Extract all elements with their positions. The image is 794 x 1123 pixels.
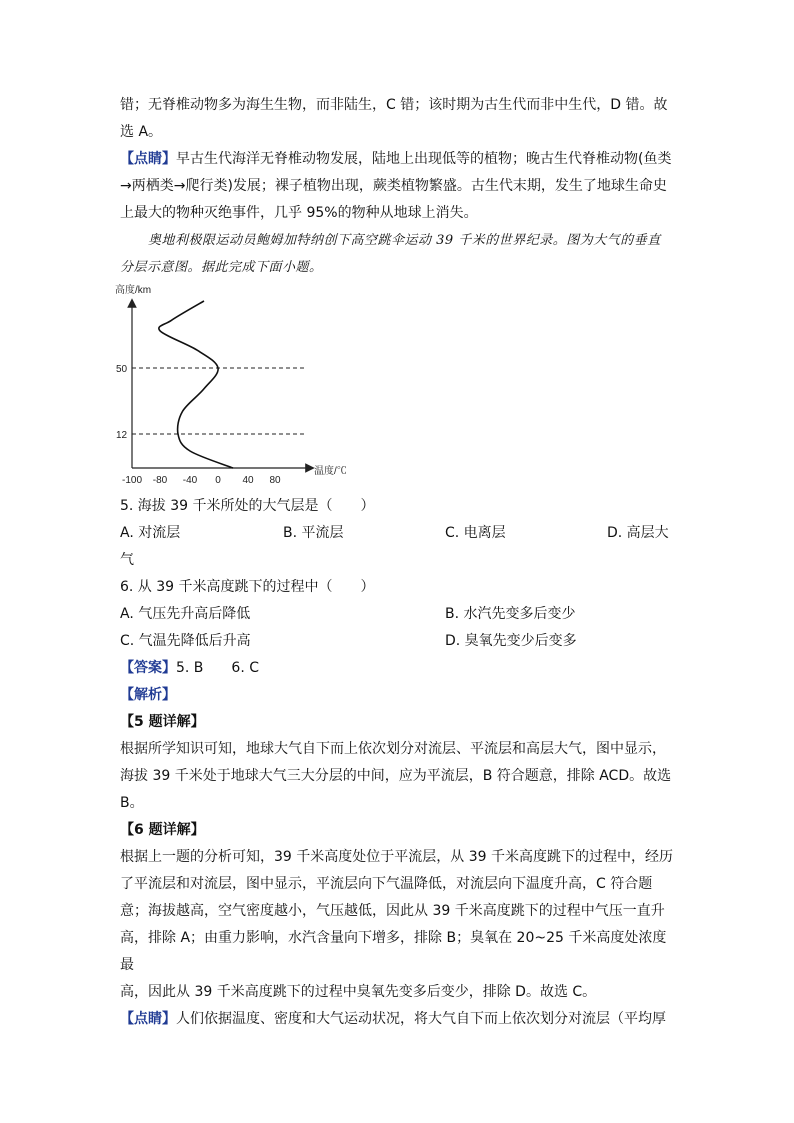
question-6-options-row1 bbox=[120, 601, 675, 628]
y-ticks bbox=[116, 364, 128, 441]
dianjing-text: 早古生代海洋无脊椎动物发展，陆地上出现低等的植物；晚古生代脊椎动物(鱼类 bbox=[176, 151, 672, 167]
document-page bbox=[115, 92, 675, 1033]
detail-5-line: 根据所学知识可知，地球大气自下而上依次划分对流层、平流层和高层大气，图中显示， bbox=[120, 741, 666, 757]
dianjing-text: 人们依据温度、密度和大气运动状况，将大气自下而上依次划分对流层（平均厚 bbox=[176, 1011, 666, 1027]
x-tick-label: -80 bbox=[152, 475, 168, 486]
dashed-levels bbox=[132, 368, 305, 434]
x-tick-label: -100 bbox=[121, 475, 143, 486]
detail-6-label: 【6 题详解】 bbox=[120, 822, 205, 838]
option-b: B. 平流层 bbox=[283, 525, 344, 541]
question-intro: 分层示意图。据此完成下面小题。 bbox=[120, 260, 323, 275]
option-c: C. 电离层 bbox=[445, 525, 506, 541]
x-ticks bbox=[122, 475, 281, 486]
option-a: A. 气压先升高后降低 bbox=[120, 606, 251, 622]
question-intro: 奥地利极限运动员鲍姆加特纳创下高空跳伞运动 39 千米的世界纪录。图为大气的垂直 bbox=[148, 233, 661, 248]
option-d-wrap: 气 bbox=[120, 552, 134, 568]
option-d: D. 臭氧先变少后变多 bbox=[445, 633, 577, 649]
x-tick-label: 40 bbox=[242, 475, 254, 486]
detail-5-line: B。 bbox=[120, 795, 144, 811]
prev-explanation-line: 选 A。 bbox=[120, 124, 163, 140]
option-a: A. 对流层 bbox=[120, 525, 181, 541]
dianjing-2 bbox=[120, 1006, 675, 1033]
detail-6-line: 了平流层和对流层，图中显示，平流层向下气温降低，对流层向下温度升高，C 符合题 bbox=[120, 876, 653, 892]
atmosphere-chart bbox=[115, 283, 375, 493]
y-tick-label: 50 bbox=[116, 364, 128, 375]
detail-6-line: 根据上一题的分析可知，39 千米高度处位于平流层，从 39 千米高度跳下的过程中，经历 bbox=[120, 849, 673, 865]
dianjing-label: 【点睛】 bbox=[120, 151, 176, 167]
x-axis-label: 温度/℃ bbox=[314, 466, 347, 477]
x-tick-label: 80 bbox=[269, 475, 281, 486]
detail-6-line: 高，排除 A；由重力影响，水汽含量向下增多，排除 B；臭氧在 20~25 千米高度处浓度最 bbox=[120, 930, 667, 973]
detail-5-label: 【5 题详解】 bbox=[120, 714, 205, 730]
detail-6-line: 意；海拔越高，空气密度越小，气压越低，因此从 39 千米高度跳下的过程中气压一直升 bbox=[120, 903, 665, 919]
option-c: C. 气温先降低后升高 bbox=[120, 633, 251, 649]
dianjing-text-line: 上最大的物种灭绝事件，几乎 95%的物种从地球上消失。 bbox=[120, 205, 478, 221]
option-b: B. 水汽先变多后变少 bbox=[445, 606, 576, 622]
temperature-curve bbox=[159, 301, 233, 468]
detail-5-line: 海拔 39 千米处于地球大气三大分层的中间，应为平流层，B 符合题意，排除 ACD。故选 bbox=[120, 768, 672, 784]
y-tick-label: 12 bbox=[116, 430, 128, 441]
prev-dianjing bbox=[120, 146, 675, 173]
answer-label: 【答案】 bbox=[120, 660, 176, 676]
question-6-stem: 6. 从 39 千米高度跳下的过程中（ ） bbox=[120, 579, 375, 595]
analysis-label: 【解析】 bbox=[120, 687, 176, 703]
question-6-options-row2 bbox=[120, 628, 675, 655]
prev-explanation-line: 错；无脊椎动物多为海生生物，而非陆生，C 错；该时期为古生代而非中生代，D 错。故 bbox=[120, 97, 668, 113]
question-5-stem: 5. 海拔 39 千米所处的大气层是（ ） bbox=[120, 498, 375, 514]
answer-line bbox=[120, 655, 675, 682]
detail-6-line: 高，因此从 39 千米高度跳下的过程中臭氧先变多后变少，排除 D。故选 C。 bbox=[120, 984, 597, 1000]
answer-text: 5. B 6. C bbox=[176, 660, 259, 676]
question-5-options bbox=[120, 520, 675, 547]
atmosphere-figure bbox=[115, 283, 675, 493]
x-tick-label: -40 bbox=[182, 475, 198, 486]
option-d: D. 高层大 bbox=[607, 525, 669, 541]
dianjing-label: 【点睛】 bbox=[120, 1011, 176, 1027]
x-tick-label: 0 bbox=[215, 475, 221, 486]
dianjing-text-line: →两栖类→爬行类)发展；裸子植物出现，蕨类植物繁盛。古生代末期，发生了地球生命史 bbox=[120, 178, 667, 194]
y-axis-label: 高度/km bbox=[115, 285, 152, 296]
